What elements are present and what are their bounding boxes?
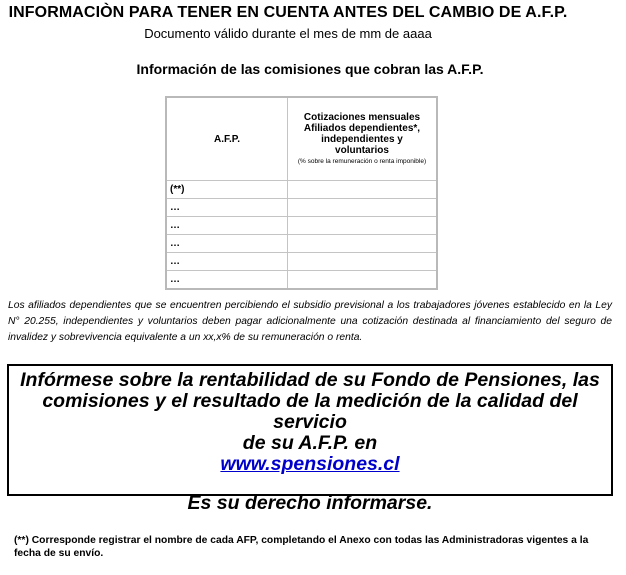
value-cell bbox=[288, 235, 438, 253]
table-row bbox=[166, 217, 437, 235]
table-row bbox=[166, 235, 437, 253]
document-title: INFORMACIÒN PARA TENER EN CUENTA ANTES DEL CAMBIO DE A.F.P. bbox=[8, 4, 568, 21]
footnote: (**) Corresponde registrar el nombre de cada AFP, completando el Anexo con todas las Administradoras vigentes a la fecha de su envío. bbox=[14, 535, 589, 559]
table-row bbox=[166, 271, 437, 290]
table-header-row bbox=[166, 97, 437, 181]
value-cell bbox=[288, 199, 438, 217]
table-row bbox=[166, 199, 437, 217]
column-header-afp: A.F.P. bbox=[166, 97, 288, 181]
info-cta: Es su derecho informarse. bbox=[187, 492, 433, 514]
value-cell bbox=[288, 253, 438, 271]
table-row bbox=[166, 253, 437, 271]
cot-note: (% sobre la remuneración o renta imponible) bbox=[297, 158, 427, 165]
afp-cell: … bbox=[166, 217, 288, 235]
info-line-2: comisiones y el resultado de la medición de la calidad del servicio bbox=[42, 390, 578, 433]
afp-cell: … bbox=[166, 271, 288, 290]
value-cell bbox=[288, 271, 438, 290]
document-subtitle: Documento válido durante el mes de mm de aaaa bbox=[144, 26, 432, 41]
cot-line: independientes y bbox=[321, 134, 403, 145]
afp-cell: (**) bbox=[166, 181, 288, 199]
spensiones-link[interactable]: www.spensiones.cl bbox=[220, 453, 400, 475]
info-line-3: de su A.F.P. en bbox=[242, 432, 378, 454]
afp-cell: … bbox=[166, 253, 288, 271]
cot-line: Afiliados dependientes*, bbox=[303, 123, 421, 134]
column-header-cotizaciones bbox=[288, 97, 438, 181]
disclaimer-note: Los afiliados dependientes que se encuentren percibiendo el subsidio previsional a los trabajadores jóvenes establecido en la Ley N° 20.255, independientes y voluntarios deben pagar adicionalmente una cotización destinada al financiamiento del seguro de invalidez y sobrevivencia equivalente a un xx,x% de su remuneración o renta. bbox=[8, 300, 612, 343]
table-row bbox=[166, 181, 437, 199]
info-box bbox=[7, 364, 613, 514]
commissions-table bbox=[165, 96, 438, 290]
info-line-1: Infórmese sobre la rentabilidad de su Fondo de Pensiones, las bbox=[20, 369, 600, 391]
value-cell bbox=[288, 217, 438, 235]
cot-line: voluntarios bbox=[335, 145, 389, 156]
section-title: Información de las comisiones que cobran las A.F.P. bbox=[136, 61, 484, 77]
cot-line: Cotizaciones mensuales bbox=[303, 112, 421, 123]
value-cell bbox=[288, 181, 438, 199]
afp-cell: … bbox=[166, 199, 288, 217]
afp-cell: … bbox=[166, 235, 288, 253]
